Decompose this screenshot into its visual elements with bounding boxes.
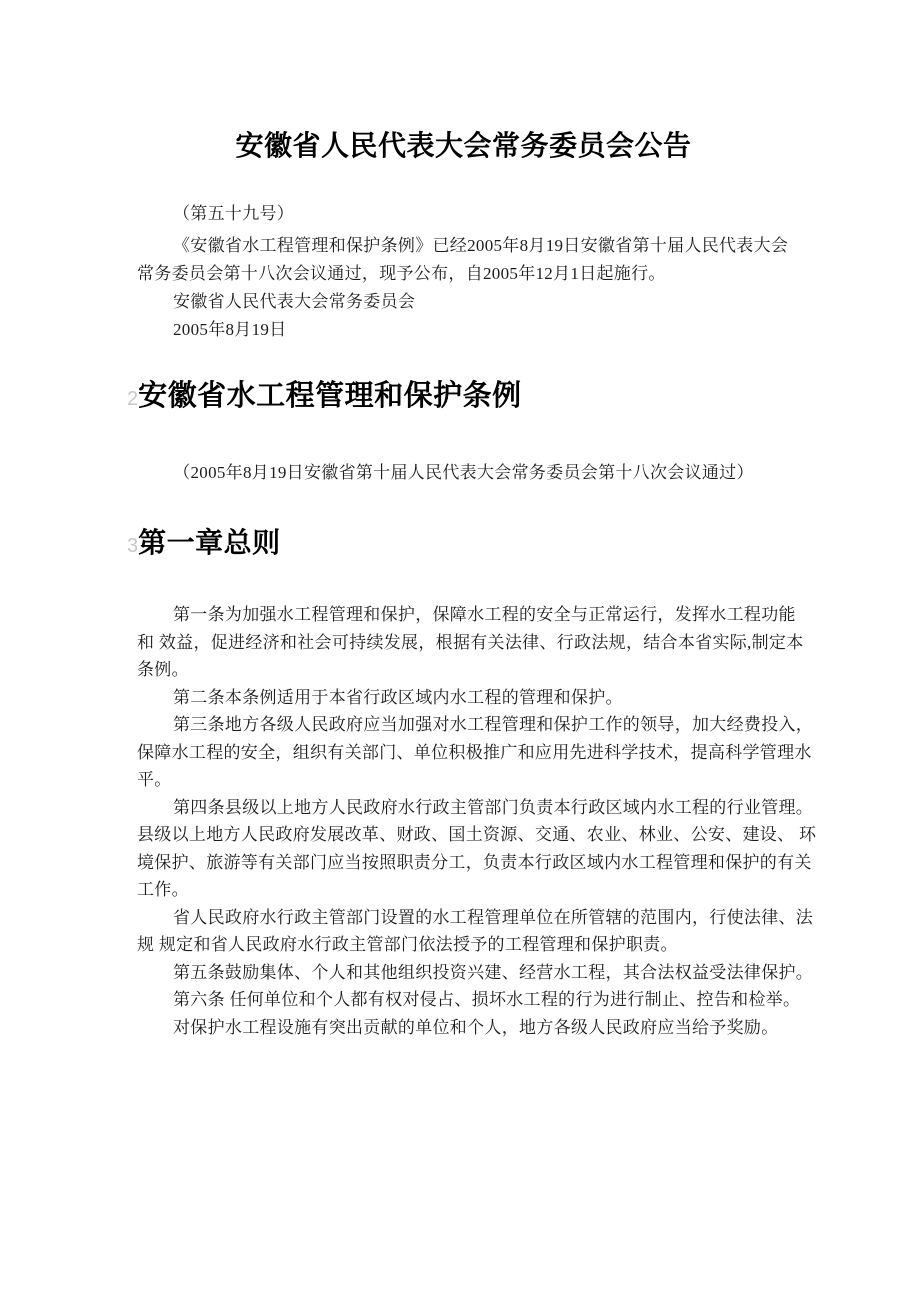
- article-line: 条例。: [137, 660, 189, 679]
- announcement-title: 安徽省人民代表大会常务委员会公告: [235, 130, 692, 161]
- outline-number-2: 2: [127, 388, 139, 410]
- article-line: 第二条本条例适用于本省行政区域内水工程的管理和保护。: [173, 687, 623, 707]
- article-line: 规 规定和省人民政府水行政主管部门依法授予的工程管理和保护职责。: [137, 935, 678, 954]
- announcement-paragraph-line: 《安徽省水工程管理和保护条例》已经2005年8月19日安徽省第十届人民代表大会: [173, 236, 789, 255]
- document-number: （第五十九号）: [173, 204, 295, 223]
- passage-note: （2005年8月19日安徽省第十届人民代表大会常务委员会第十八次会议通过）: [173, 463, 754, 482]
- article-line: 工作。: [137, 880, 189, 899]
- article-line: 第五条鼓励集体、个人和其他组织投资兴建、经营水工程，其合法权益受法律保护。: [173, 962, 814, 982]
- outline-number-3: 3: [127, 535, 139, 557]
- regulation-heading-row: [127, 376, 790, 419]
- article-line: 保障水工程的安全，组织有关部门、单位积极推广和应用先进科学技术，提高科学管理水: [137, 742, 812, 762]
- article-line: 第六条 任何单位和个人都有权对侵占、损坏水工程的行为进行制止、控告和检举。: [173, 990, 801, 1009]
- regulation-title: 安徽省水工程管理和保护条例: [138, 380, 522, 412]
- chapter-heading-row: [127, 523, 790, 566]
- issuer-line: 安徽省人民代表大会常务委员会: [173, 292, 416, 311]
- article-line: 和 效益，促进经济和社会可持续发展，根据有关法律、行政法规，结合本省实际,制定本: [137, 632, 804, 652]
- article-line: 第三条地方各级人民政府应当加强对水工程管理和保护工作的领导，加大经费投入，: [173, 715, 814, 734]
- article-line: 第四条县级以上地方人民政府水行政主管部门负责本行政区域内水工程的行业管理。: [173, 797, 814, 817]
- article-line: 省人民政府水行政主管部门设置的水工程管理单位在所管辖的范围内，行使法律、法: [173, 907, 814, 927]
- article-line: 对保护水工程设施有突出贡献的单位和个人，地方各级人民政府应当给予奖励。: [173, 1017, 779, 1037]
- chapter-title: 第一章总则: [138, 527, 281, 558]
- document-content: [0, 126, 920, 1041]
- article-line: 平。: [137, 770, 172, 789]
- article-line: 境保护、旅游等有关部门应当按照职责分工，负责本行政区域内水工程管理和保护的有关: [137, 852, 812, 872]
- announcement-paragraph-line: 常务委员会第十八次会议通过，现予公布，自2005年12月1日起施行。: [137, 264, 666, 283]
- article-line: 第一条为加强水工程管理和保护，保障水工程的安全与正常运行，发挥水工程功能: [173, 605, 796, 624]
- chapter-articles: [137, 601, 817, 1041]
- article-line: 县级以上地方人民政府发展改革、财政、国土资源、交通、农业、林业、公安、建设、 环: [137, 825, 817, 844]
- date-line: 2005年8月19日: [173, 320, 287, 339]
